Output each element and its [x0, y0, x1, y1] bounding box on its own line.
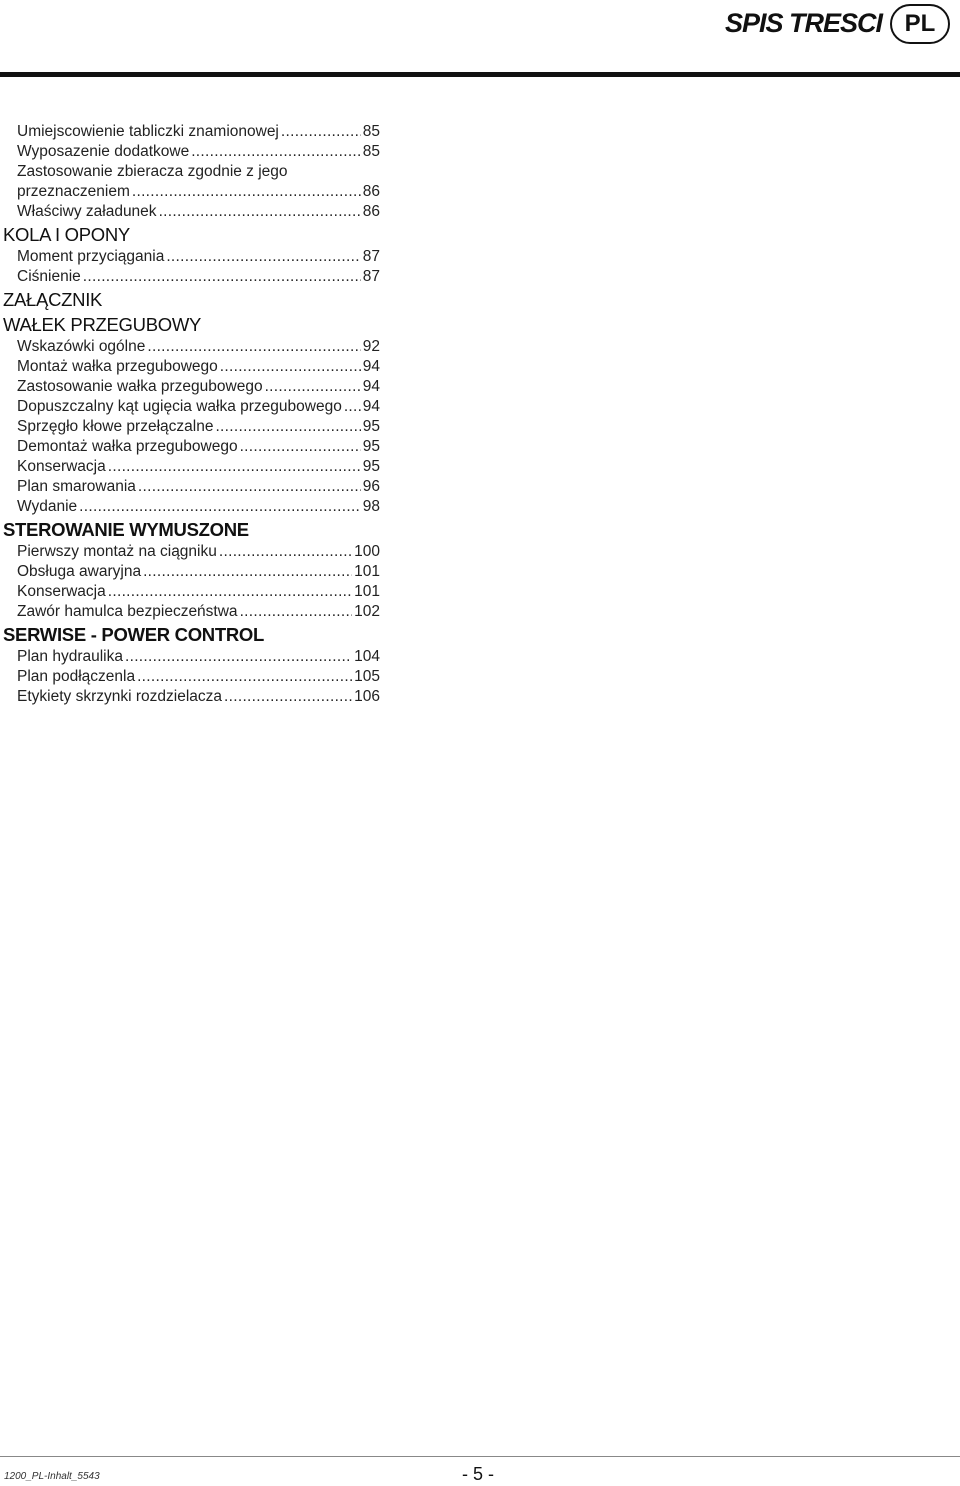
toc-entry[interactable]	[0, 247, 380, 267]
toc-entry-label: Wydanie	[17, 498, 78, 515]
dot-leader	[147, 337, 360, 357]
toc-section-heading[interactable]: SERWISE - POWER CONTROL	[3, 624, 265, 645]
toc-entry[interactable]	[0, 542, 380, 562]
toc-entry-page: 95	[362, 418, 380, 435]
toc-entry-label: Plan podłączenla	[17, 668, 136, 685]
toc-section-heading[interactable]: ZAŁĄCZNIK	[3, 289, 103, 310]
header-divider	[0, 72, 960, 77]
toc-entry-label: Obsługa awaryjna	[17, 563, 142, 580]
toc-entry[interactable]	[0, 397, 380, 417]
dot-leader	[138, 477, 361, 497]
dot-leader	[108, 582, 352, 602]
toc-entry[interactable]	[0, 477, 380, 497]
dot-leader	[215, 417, 360, 437]
toc-entry-page: 85	[362, 123, 380, 140]
toc-entry[interactable]	[0, 377, 380, 397]
toc-entry-page: 86	[362, 183, 380, 200]
toc-entry[interactable]	[0, 182, 380, 202]
footer-divider	[0, 1456, 960, 1457]
toc-entry-label: przeznaczeniem	[17, 183, 130, 200]
toc-entry-page: 100	[354, 543, 380, 560]
toc-entry-page: 94	[362, 398, 380, 415]
toc-entry[interactable]	[0, 267, 380, 287]
toc-entry-page: 94	[362, 378, 380, 395]
toc-entry-label: Ciśnienie	[17, 268, 81, 285]
toc-entry[interactable]	[0, 667, 380, 687]
toc-entry-page: 101	[354, 583, 380, 600]
toc-entry[interactable]	[0, 417, 380, 437]
toc-entry-page: 85	[362, 143, 380, 160]
dot-leader	[143, 562, 352, 582]
toc-entry[interactable]	[0, 562, 380, 582]
toc-entry[interactable]	[0, 122, 380, 142]
toc-entry-label: Zastosowanie wałka przegubowego	[17, 378, 263, 395]
toc-entry-page: 106	[354, 688, 380, 705]
toc-entry-first-line[interactable]	[0, 162, 380, 182]
toc-entry-label: Wskazówki ogólne	[17, 338, 146, 355]
toc-entry-page: 101	[354, 563, 380, 580]
toc-entry-label: Plan hydraulika	[17, 648, 123, 665]
toc-entry-page: 87	[362, 248, 380, 265]
dot-leader	[220, 357, 361, 377]
page-header	[0, 0, 960, 78]
dot-leader	[79, 497, 361, 517]
toc-entry-label: Montaż wałka przegubowego	[17, 358, 218, 375]
toc-entry[interactable]	[0, 687, 380, 707]
toc-entry-label: Demontaż wałka przegubowego	[17, 438, 238, 455]
toc-entry[interactable]	[0, 357, 380, 377]
document-code: 1200_PL-Inhalt_5543	[4, 1471, 100, 1482]
toc-entry-page: 92	[362, 338, 380, 355]
toc-entry-label: Sprzęgło kłowe przełączalne	[17, 418, 214, 435]
toc-entry-label: Właściwy załadunek	[17, 203, 157, 220]
toc-entry-label: Pierwszy montaż na ciągniku	[17, 543, 217, 560]
dot-leader	[132, 182, 361, 202]
dot-leader	[240, 437, 361, 457]
toc-entry-page: 94	[362, 358, 380, 375]
toc-entry-page: 95	[362, 458, 380, 475]
toc-entry-label: Wyposazenie dodatkowe	[17, 143, 190, 160]
toc-entry-label: Moment przyciągania	[17, 248, 165, 265]
toc-section-heading[interactable]: STEROWANIE WYMUSZONE	[3, 519, 249, 540]
dot-leader	[240, 602, 353, 622]
toc-entry-page: 102	[354, 603, 380, 620]
page-number: - 5 -	[462, 1464, 495, 1484]
toc-entry-label: Umiejscowienie tabliczki znamionowej	[17, 123, 279, 140]
table-of-contents	[0, 122, 390, 707]
toc-entry[interactable]	[0, 497, 380, 517]
toc-entry[interactable]	[0, 602, 380, 622]
toc-entry-page: 105	[354, 668, 380, 685]
toc-entry[interactable]	[0, 437, 380, 457]
dot-leader	[125, 647, 352, 667]
toc-entry-label: Konserwacja	[17, 458, 106, 475]
toc-entry[interactable]	[0, 142, 380, 162]
dot-leader	[159, 202, 361, 222]
toc-entry[interactable]	[0, 337, 380, 357]
toc-entry-page: 104	[354, 648, 380, 665]
section-title: SPIS TRESCI	[724, 8, 882, 38]
dot-leader	[166, 247, 360, 267]
dot-leader	[219, 542, 352, 562]
toc-entry-page: 86	[362, 203, 380, 220]
toc-entry-label: Konserwacja	[17, 583, 106, 600]
toc-entry[interactable]	[0, 457, 380, 477]
dot-leader	[108, 457, 361, 477]
dot-leader	[137, 667, 352, 687]
toc-entry-page: 98	[362, 498, 380, 515]
toc-entry-label: Plan smarowania	[17, 478, 136, 495]
dot-leader	[224, 687, 352, 707]
dot-leader	[83, 267, 361, 287]
toc-entry-page: 95	[362, 438, 380, 455]
toc-section-heading[interactable]: KOLA I OPONY	[3, 224, 130, 245]
toc-entry-label: Dopuszczalny kąt ugięcia wałka przegubowego	[17, 398, 342, 415]
toc-section-heading[interactable]: WAŁEK PRZEGUBOWY	[3, 314, 202, 335]
toc-entry[interactable]	[0, 647, 380, 667]
toc-entry-label: Etykiety skrzynki rozdzielacza	[17, 688, 223, 705]
dot-leader	[281, 122, 361, 142]
dot-leader	[265, 377, 361, 397]
toc-entry-page: 96	[362, 478, 380, 495]
dot-leader	[191, 142, 361, 162]
toc-entry-label: Zastosowanie zbieracza zgodnie z jego	[17, 163, 288, 180]
toc-entry[interactable]	[0, 202, 380, 222]
dot-leader	[344, 397, 361, 417]
toc-entry-label: Zawór hamulca bezpieczeństwa	[17, 603, 238, 620]
toc-entry-page: 87	[362, 268, 380, 285]
language-badge: PL	[890, 4, 950, 44]
toc-entry[interactable]	[0, 582, 380, 602]
